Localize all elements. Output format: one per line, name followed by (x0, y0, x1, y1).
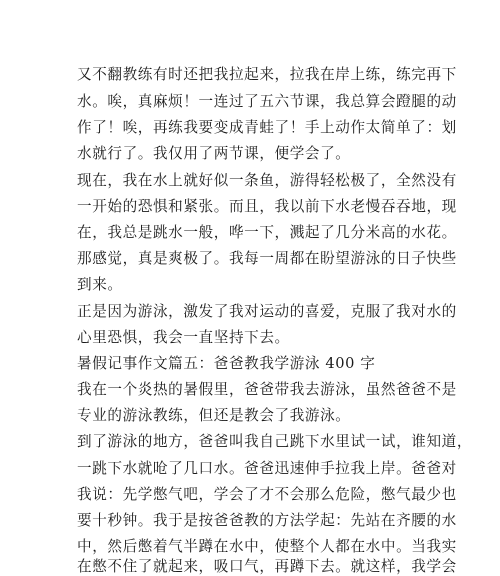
text-line: 那感觉，真是爽极了。我每一周都在盼望游泳的日子快些 (77, 250, 457, 267)
text-line: 到来。 (77, 276, 123, 293)
text-line: 现在，我在水上就好似一条鱼，游得轻松极了，全然没有 (77, 172, 457, 189)
text-line: 又不翻教练有时还把我拉起来，拉我在岸上练，练完再下 (77, 66, 457, 83)
text-line: 我说：先学憋气吧，学会了才不会那么危险，憋气最少也 (77, 486, 457, 503)
section-heading: 暑假记事作文篇五：爸爸教我学游泳 400 字 (77, 355, 376, 372)
text-line: 在，我总是跳水一般，哗一下，溅起了几分米高的水花。 (77, 224, 457, 241)
text-line: 水。唉，真麻烦！一连过了五六节课，我总算会蹬腿的动 (77, 93, 457, 110)
text-line: 正是因为游泳，激发了我对运动的喜爱，克服了我对水的 (77, 303, 457, 320)
text-line: 要十秒钟。我于是按爸爸教的方法学起：先站在齐腰的水 (77, 512, 457, 529)
text-line: 一跳下水就呛了几口水。爸爸迅速伸手拉我上岸。爸爸对 (77, 460, 457, 477)
text-line: 我在一个炎热的暑假里，爸爸带我去游泳，虽然爸爸不是 (77, 381, 457, 398)
text-line: 水就行了。我仅用了两节课，便学会了。 (77, 145, 351, 162)
text-line: 到了游泳的地方，爸爸叫我自己跳下水里试一试，谁知道， (77, 433, 473, 450)
text-line: 心里恐惧，我会一直坚持下去。 (77, 329, 290, 346)
text-line: 专业的游泳教练，但还是教会了我游泳。 (77, 407, 351, 424)
text-line: 一开始的恐惧和紧张。而且，我以前下水老慢吞吞地，现 (77, 198, 457, 215)
text-line: 中，然后憋着气半蹲在水中，使整个人都在水中。当我实 (77, 538, 457, 555)
text-line: 作了！唉，再练我要变成青蛙了！手上动作太简单了：划 (77, 119, 457, 136)
text-line-cut-off: 在憋不住了就起来，吸口气，再蹲下去。就这样，我学会 (77, 558, 457, 575)
